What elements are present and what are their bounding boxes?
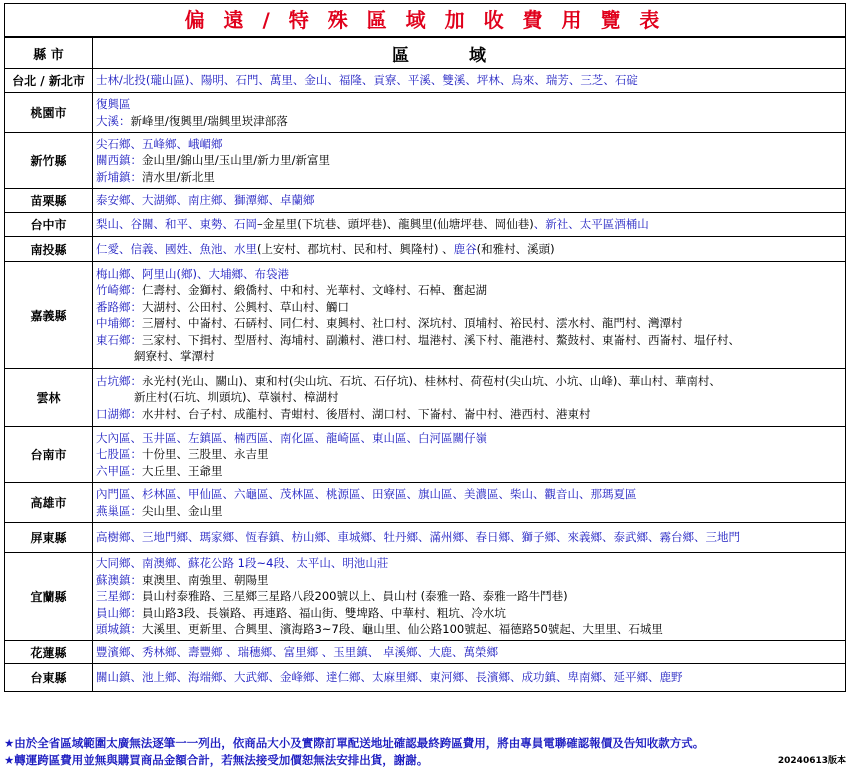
table-row bbox=[5, 133, 846, 189]
area-line bbox=[96, 136, 842, 153]
footer-notes bbox=[4, 735, 846, 769]
area-text: (和雅村、溪頭) bbox=[476, 241, 555, 256]
area-line bbox=[96, 216, 842, 233]
area-text: 仁愛、信義、國姓、魚池、水里 bbox=[96, 241, 257, 256]
district-label: 口湖鄉： bbox=[96, 406, 142, 421]
city-cell: 宜蘭縣 bbox=[5, 553, 93, 641]
area-text: 、新社、太平區酒桶山 bbox=[533, 217, 649, 232]
area-line bbox=[96, 588, 842, 605]
area-line bbox=[96, 605, 842, 622]
area-cell bbox=[93, 369, 846, 427]
area-line bbox=[96, 555, 842, 572]
city-cell: 苗栗縣 bbox=[5, 189, 93, 213]
table-row bbox=[5, 369, 846, 427]
area-text: 大丘里、王爺里 bbox=[142, 463, 223, 478]
area-cell bbox=[93, 237, 846, 262]
table-body bbox=[5, 69, 846, 692]
table-row bbox=[5, 213, 846, 237]
table-row bbox=[5, 69, 846, 93]
area-cell bbox=[93, 189, 846, 213]
area-text: 豐濱鄉、秀林鄉、壽豐鄉 、瑞穗鄉、富里鄉 、玉里鎮、 卓溪鄉、大鹿、萬榮鄉 bbox=[96, 644, 498, 659]
area-text: 大同鄉、南澳鄉、蘇花公路 1段~4段、太平山、明池山莊 bbox=[96, 556, 389, 571]
area-cell bbox=[93, 641, 846, 664]
district-label: 燕巢區： bbox=[96, 503, 142, 518]
table-row bbox=[5, 553, 846, 641]
city-cell: 台南市 bbox=[5, 427, 93, 483]
area-line bbox=[96, 529, 842, 546]
area-line bbox=[96, 152, 842, 169]
area-text: 關山鎮、池上鄉、海端鄉、大武鄉、金峰鄉、達仁鄉、太麻里鄉、東河鄉、長濱鄉、成功鎮、卑南鄉、延平鄉、鹿野 bbox=[96, 670, 683, 685]
area-line bbox=[96, 96, 842, 113]
area-line bbox=[96, 463, 842, 480]
area-line bbox=[96, 430, 842, 447]
area-text: 新峰里/復興里/瑞興里崁津部落 bbox=[130, 113, 288, 128]
area-cell bbox=[93, 483, 846, 523]
area-line bbox=[96, 572, 842, 589]
area-line bbox=[96, 332, 842, 349]
area-line bbox=[96, 113, 842, 130]
city-cell: 桃園市 bbox=[5, 93, 93, 133]
area-line bbox=[96, 446, 842, 463]
district-label: 蘇澳鎮： bbox=[96, 572, 142, 587]
area-text: –金星里(下坑巷、頭坪巷)、龍興里(仙塘坪巷、岡仙巷) bbox=[257, 217, 534, 232]
area-text: 大內區、玉井區、左鎮區、楠西區、南化區、龍崎區、東山區、白河區關仔嶺 bbox=[96, 430, 487, 445]
page-title: 偏 遠 / 特 殊 區 域 加 收 費 用 覽 表 bbox=[4, 3, 846, 37]
area-text: 東澳里、南強里、朝陽里 bbox=[142, 572, 269, 587]
area-text: 大湖村、公田村、公興村、草山村、觸口 bbox=[142, 299, 349, 314]
area-text: 鹿谷 bbox=[453, 241, 477, 256]
area-line bbox=[96, 282, 842, 299]
area-line bbox=[96, 266, 842, 283]
city-cell: 嘉義縣 bbox=[5, 262, 93, 369]
district-label: 大溪： bbox=[96, 113, 131, 128]
area-line bbox=[96, 486, 842, 503]
city-cell: 屏東縣 bbox=[5, 523, 93, 553]
area-text: 員山村泰雅路、三星鄉三星路八段200號以上、員山村 (泰雅一路、泰雅一路牛鬥巷) bbox=[142, 589, 568, 604]
area-text: 永光村(光山、關山)、東和村(尖山坑、石坑、石仔坑)、桂林村、荷苞村(尖山坑、小坑、山峰)、華山村、華南村、 bbox=[142, 373, 721, 388]
area-text: 梅山鄉、阿里山(鄉)、大埔鄉、布袋港 bbox=[96, 266, 289, 281]
city-cell: 台中市 bbox=[5, 213, 93, 237]
area-text: 三家村、下揖村、型厝村、海埔村、副瀨村、港口村、塭港村、溪下村、龍港村、鰲鼓村、東崙村、西崙村、塭仔村、 bbox=[142, 332, 740, 347]
area-line bbox=[96, 669, 842, 686]
header-area: 區域 bbox=[93, 38, 846, 69]
area-cell bbox=[93, 93, 846, 133]
area-line bbox=[96, 299, 842, 316]
area-line bbox=[96, 621, 842, 638]
header-city: 縣 市 bbox=[5, 38, 93, 69]
area-text: 十份里、三股里、永吉里 bbox=[142, 447, 269, 462]
city-cell: 台北 / 新北市 bbox=[5, 69, 93, 93]
table-row bbox=[5, 483, 846, 523]
area-text: 高樹鄉、三地門鄉、瑪家鄉、恆春鎮、枋山鄉、車城鄉、牡丹鄉、滿州鄉、春日鄉、獅子鄉、來義鄉、泰武鄉、霧台鄉、三地門 bbox=[96, 530, 740, 545]
city-cell: 花蓮縣 bbox=[5, 641, 93, 664]
district-label: 中埔鄉： bbox=[96, 316, 142, 330]
table-row bbox=[5, 237, 846, 262]
area-text: 仁壽村、金獅村、緞僑村、中和村、光華村、文峰村、石棹、奮起湖 bbox=[142, 283, 487, 297]
district-label: 古坑鄉： bbox=[96, 373, 142, 388]
table-row bbox=[5, 523, 846, 553]
version-label: 20240613版本 bbox=[777, 756, 846, 766]
area-text: 員山路3段、長嶺路、再連路、福山街、雙埤路、中華村、粗坑、冷水坑 bbox=[142, 605, 506, 620]
area-cell bbox=[93, 553, 846, 641]
area-cell bbox=[93, 523, 846, 553]
area-text: 金山里/錦山里/玉山里/新力里/新富里 bbox=[142, 153, 330, 168]
district-label: 頭城鎮： bbox=[96, 622, 142, 637]
area-cell bbox=[93, 262, 846, 369]
district-label: 東石鄉： bbox=[96, 332, 142, 347]
area-text: 復興區 bbox=[96, 97, 131, 111]
area-text: 三層村、中崙村、石硦村、同仁村、東興村、社口村、深坑村、頂埔村、裕民村、澐水村、龍門村、灣潭村 bbox=[142, 316, 683, 330]
area-line bbox=[96, 315, 842, 332]
city-cell: 南投縣 bbox=[5, 237, 93, 262]
area-text: (上安村、郡坑村、民和村、興隆村) 、 bbox=[257, 241, 454, 256]
area-cell bbox=[93, 133, 846, 189]
district-label: 員山鄉： bbox=[96, 605, 142, 620]
area-text: 泰安鄉、大湖鄉、南庄鄉、獅潭鄉、卓蘭鄉 bbox=[96, 193, 315, 208]
area-line bbox=[96, 241, 842, 258]
area-text: 水井村、台子村、成龍村、青蚶村、後厝村、湖口村、下崙村、崙中村、港西村、港東村 bbox=[142, 406, 591, 421]
area-line bbox=[96, 373, 842, 390]
area-text: 梨山、谷關、和平、東勢、石岡 bbox=[96, 217, 257, 232]
area-line bbox=[96, 503, 842, 520]
area-text: 尖山里、金山里 bbox=[142, 503, 223, 518]
area-line bbox=[96, 72, 842, 89]
footer-note: ★由於全省區域範圍太廣無法逐筆一一列出，依商品大小及實際訂單配送地址確認最終跨區費用，將由專員電聯確認報價及告知收款方式。 bbox=[4, 736, 705, 750]
area-text: 清水里/新北里 bbox=[142, 169, 215, 184]
area-cell bbox=[93, 69, 846, 93]
area-text: 網寮村、掌潭村 bbox=[134, 349, 215, 363]
area-line bbox=[96, 389, 842, 406]
area-text: 尖石鄉、五峰鄉、峨嵋鄉 bbox=[96, 136, 223, 151]
area-table bbox=[4, 37, 846, 692]
area-text: 大溪里、更新里、合興里、濱海路3~7段、龜山里、仙公路100號起、福德路50號起、大里里、石城里 bbox=[142, 622, 663, 637]
city-cell: 新竹縣 bbox=[5, 133, 93, 189]
district-label: 番路鄉： bbox=[96, 299, 142, 314]
area-line bbox=[96, 406, 842, 423]
district-label: 七股區： bbox=[96, 447, 142, 462]
district-label: 三星鄉： bbox=[96, 589, 142, 604]
table-row bbox=[5, 189, 846, 213]
table-row bbox=[5, 641, 846, 664]
area-line bbox=[96, 644, 842, 661]
city-cell: 高雄市 bbox=[5, 483, 93, 523]
table-row bbox=[5, 262, 846, 369]
area-text: 新庄村(石坑、圳頭坑)、草嶺村、樟湖村 bbox=[134, 390, 339, 405]
table-row bbox=[5, 93, 846, 133]
district-label: 關西鎮： bbox=[96, 153, 142, 168]
area-line bbox=[96, 169, 842, 186]
district-label: 六甲區： bbox=[96, 463, 142, 478]
area-line bbox=[96, 348, 842, 365]
table-header-row bbox=[5, 38, 846, 69]
district-label: 竹崎鄉： bbox=[96, 283, 142, 297]
city-cell: 雲林 bbox=[5, 369, 93, 427]
district-label: 新埔鎮： bbox=[96, 169, 142, 184]
table-row bbox=[5, 664, 846, 692]
area-cell bbox=[93, 427, 846, 483]
city-cell: 台東縣 bbox=[5, 664, 93, 692]
area-cell bbox=[93, 213, 846, 237]
footer-note: ★轉運跨區費用並無與購買商品金額合計，若無法接受加價恕無法安排出貨，謝謝。 bbox=[4, 753, 429, 767]
area-line bbox=[96, 192, 842, 209]
area-text: 內門區、杉林區、甲仙區、六龜區、茂林區、桃源區、田寮區、旗山區、美濃區、柴山、觀音山、那瑪夏區 bbox=[96, 487, 637, 501]
area-text: 士林/北投(瓏山區)、陽明、石門、萬里、金山、福隆、貢寮、平溪、雙溪、坪林、烏來、瑞芳、三芝、石碇 bbox=[96, 73, 638, 88]
area-cell bbox=[93, 664, 846, 692]
table-row bbox=[5, 427, 846, 483]
